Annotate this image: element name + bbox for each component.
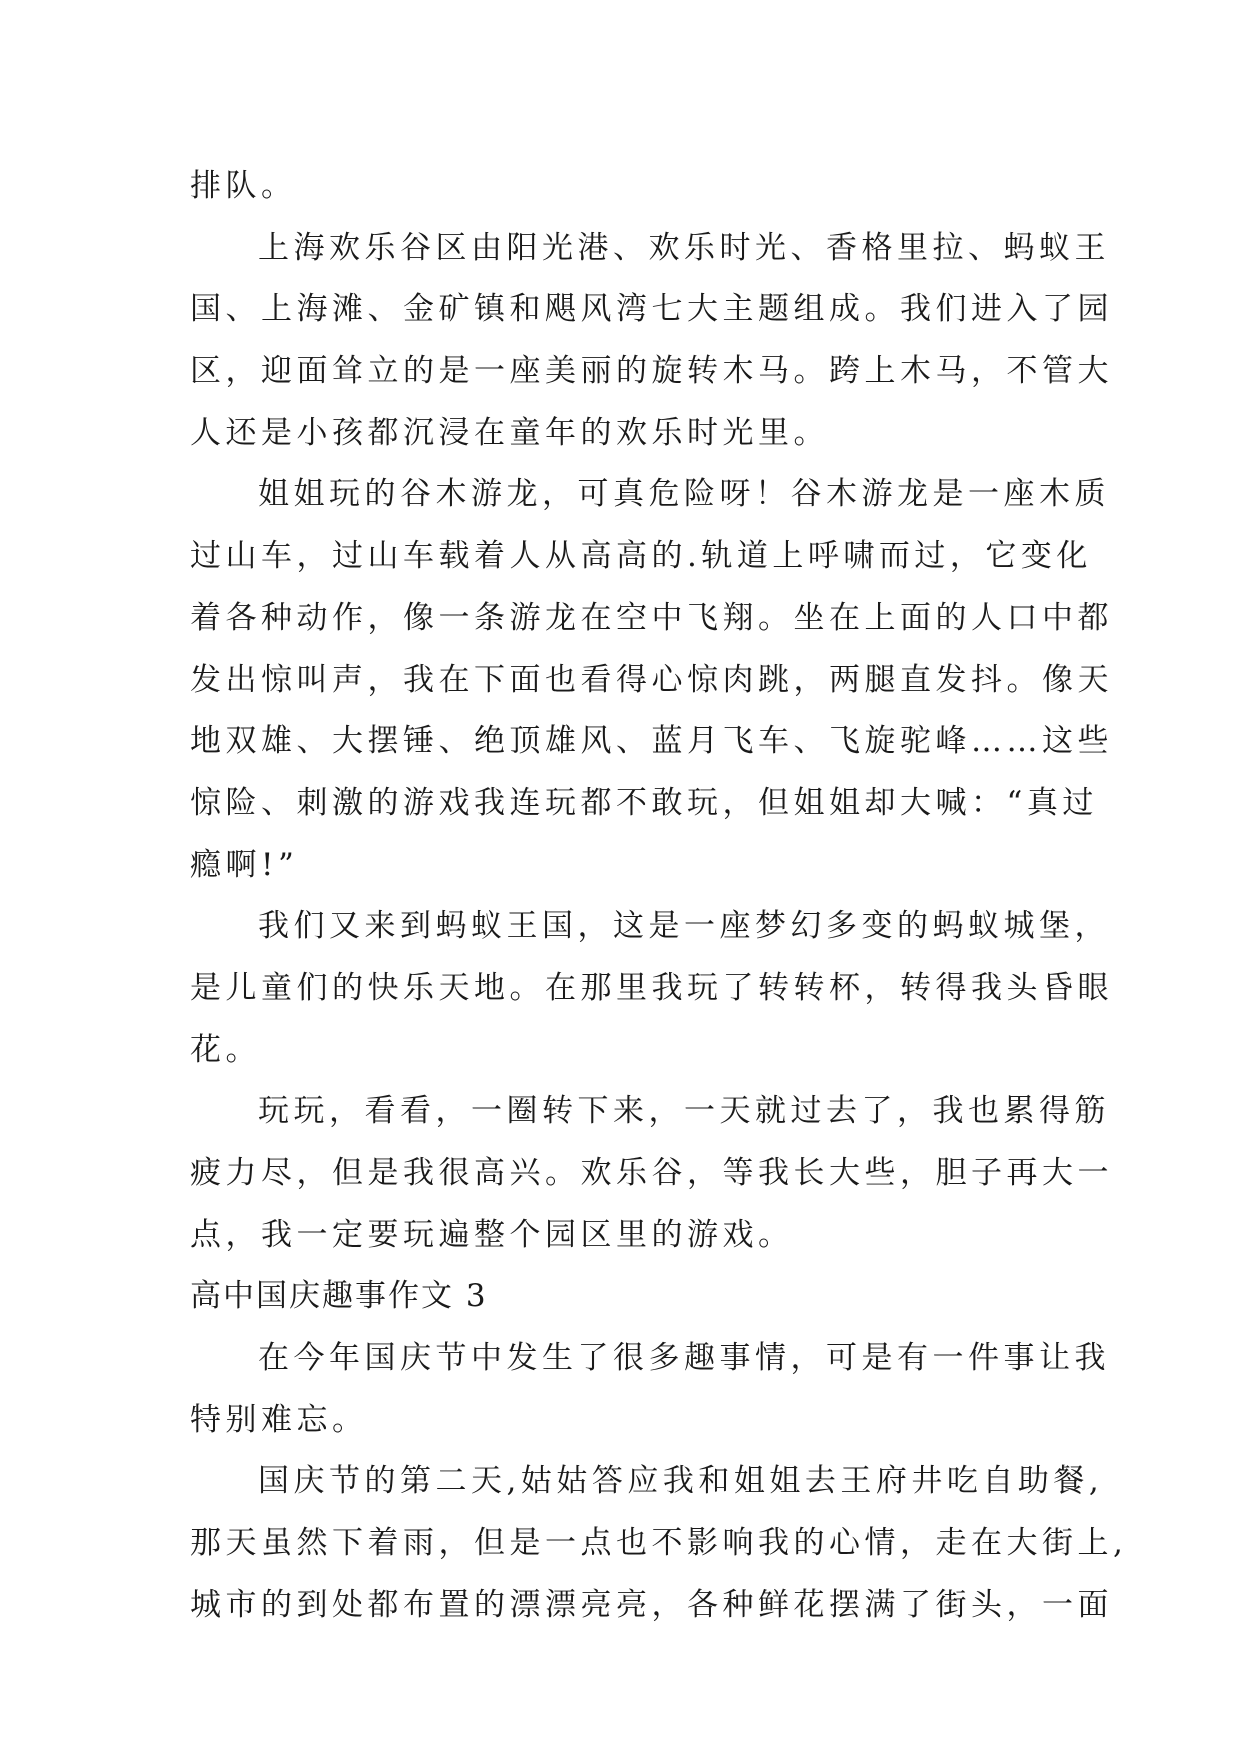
text-line: 区，迎面耸立的是一座美丽的旋转木马。跨上木马，不管大 [190, 353, 1113, 390]
text-line: 惊险、刺激的游戏我连玩都不敢玩，但姐姐却大喊：“真过 [190, 784, 1098, 821]
text-line: 过山车，过山车载着人从高高的.轨道上呼啸而过，它变化 [190, 538, 1092, 575]
text-line: 排队。 [190, 168, 297, 204]
text-line: 人还是小孩都沉浸在童年的欢乐时光里。 [190, 414, 829, 451]
text-line: 着各种动作，像一条游龙在空中飞翔。坐在上面的人口中都 [190, 599, 1113, 636]
text-line: 点，我一定要玩遍整个园区里的游戏。 [190, 1216, 794, 1253]
document-body [190, 156, 1128, 1637]
text-line: 发出惊叫声，我在下面也看得心惊肉跳，两腿直发抖。像天 [190, 661, 1113, 698]
text-line: 花。 [190, 1031, 261, 1068]
text-line: 地双雄、大摆锤、绝顶雄风、蓝月飞车、飞旋驼峰……这些 [190, 723, 1113, 760]
text-line: 瘾啊!” [190, 846, 299, 883]
text-line: 国庆节的第二天,姑姑答应我和姐姐去王府井吃自助餐, [258, 1463, 1104, 1500]
text-line: 玩玩，看看，一圈转下来，一天就过去了，我也累得筋 [258, 1093, 1110, 1130]
text-line: 在今年国庆节中发生了很多趣事情，可是有一件事让我 [258, 1340, 1110, 1377]
text-line: 那天虽然下着雨，但是一点也不影响我的心情，走在大街上, [190, 1525, 1128, 1562]
text-line: 特别难忘。 [190, 1401, 368, 1438]
section-heading: 高中国庆趣事作文 3 [190, 1278, 488, 1315]
text-line: 姐姐玩的谷木游龙，可真危险呀！谷木游龙是一座木质 [258, 476, 1110, 513]
text-line: 上海欢乐谷区由阳光港、欢乐时光、香格里拉、蚂蚁王 [258, 229, 1110, 266]
text-line: 我们又来到蚂蚁王国，这是一座梦幻多变的蚂蚁城堡， [258, 908, 1110, 945]
text-line: 疲力尽，但是我很高兴。欢乐谷，等我长大些，胆子再大一 [190, 1155, 1113, 1191]
text-line: 是儿童们的快乐天地。在那里我玩了转转杯，转得我头昏眼 [190, 969, 1113, 1006]
text-line: 城市的到处都布置的漂漂亮亮，各种鲜花摆满了街头，一面 [190, 1586, 1113, 1623]
text-line: 国、上海滩、金矿镇和飓风湾七大主题组成。我们进入了园 [190, 291, 1113, 328]
